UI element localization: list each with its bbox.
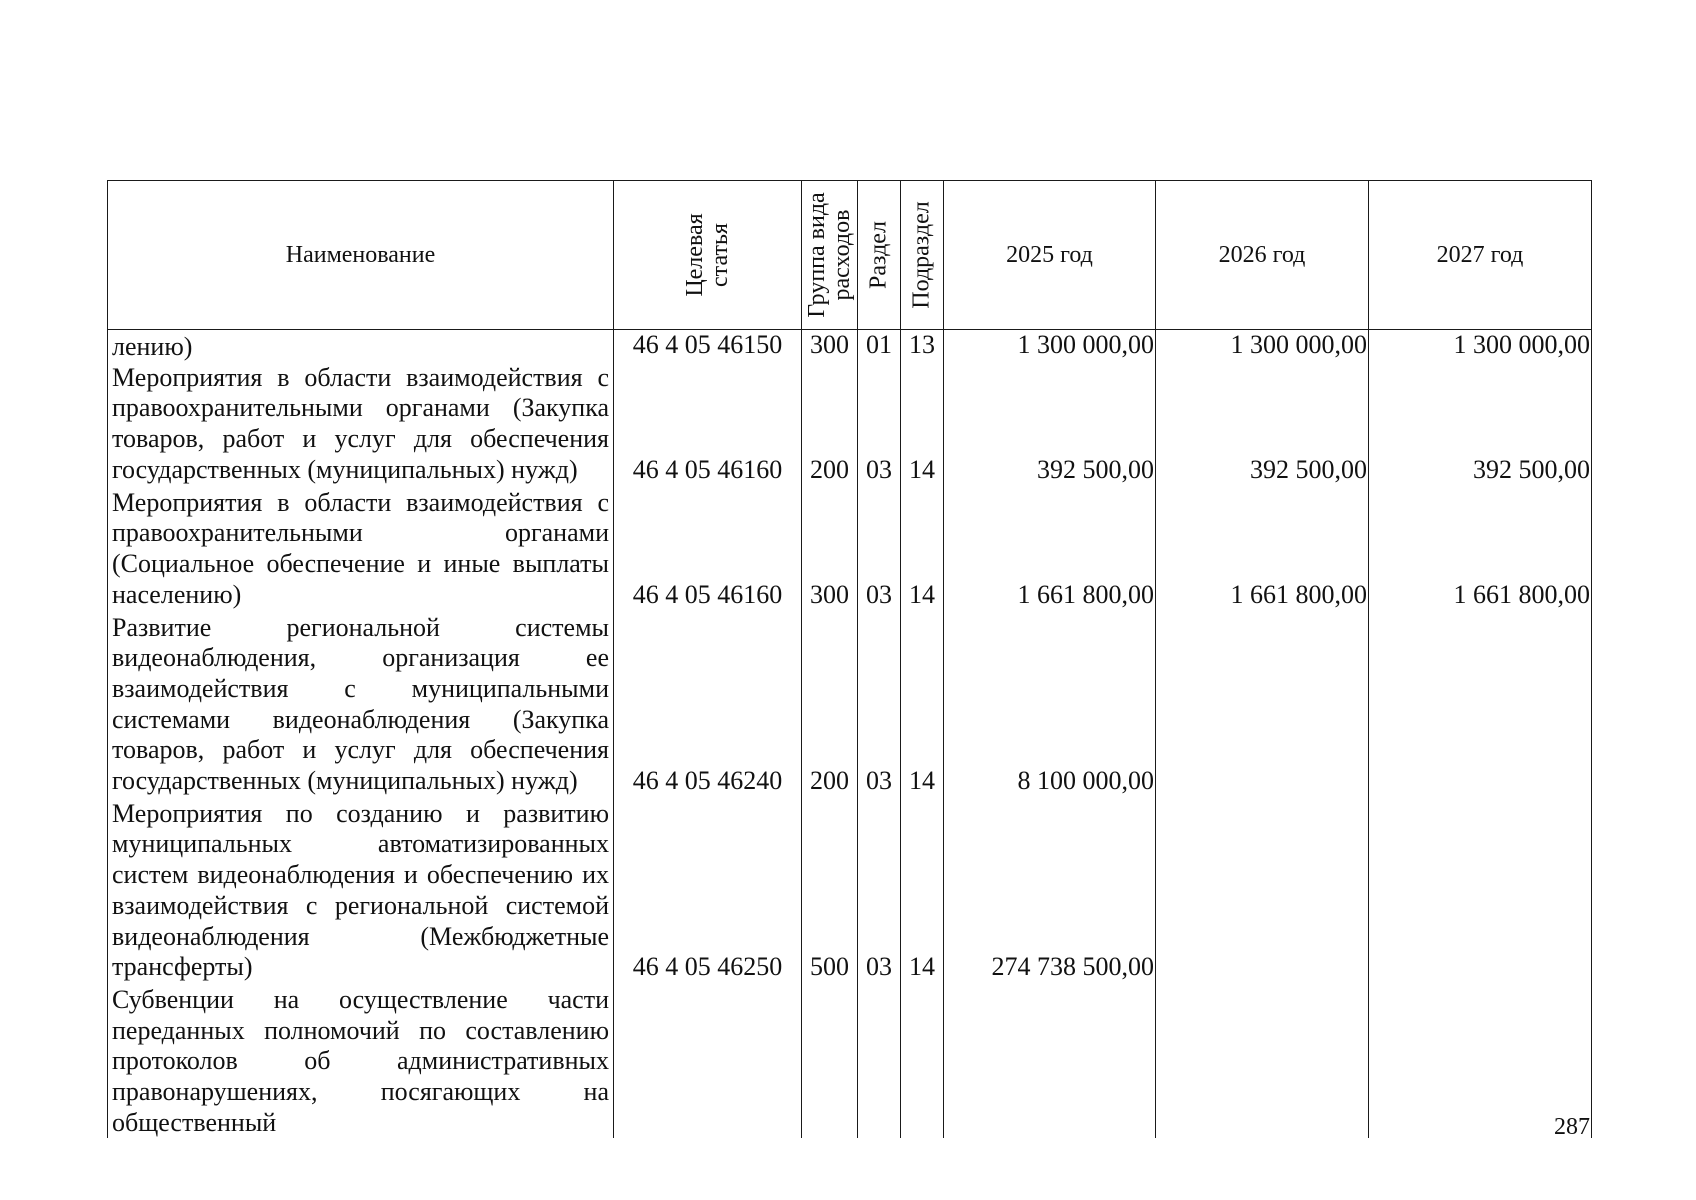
row-name: Мероприятия по созданию и развитию муниципальных автоматизированных систем видеонаблюдения и обеспечению их взаимодействия с региональной системой видеонаблюдения (Межбюджетные трансферты): [108, 797, 614, 983]
row-article: 46 4 05 46160: [614, 363, 802, 486]
row-subsection: 14: [901, 363, 944, 486]
row-group: [802, 983, 858, 1139]
table-row: [108, 486, 1592, 611]
row-2027: 392 500,00: [1369, 363, 1592, 486]
row-section: 03: [858, 797, 901, 983]
row-2025: [944, 983, 1156, 1139]
row-2027: [1369, 611, 1592, 797]
row-2025: 1 661 800,00: [944, 486, 1156, 611]
row-2026: [1156, 611, 1369, 797]
row-2026: [1156, 983, 1369, 1139]
header-2025: 2025 год: [944, 181, 1156, 330]
row-group: 200: [802, 611, 858, 797]
row-article: [614, 983, 802, 1139]
row-2027: 1 300 000,00: [1369, 330, 1592, 363]
table-row: [108, 797, 1592, 983]
row-name: лению): [108, 330, 614, 363]
row-group: 500: [802, 797, 858, 983]
row-2026: 392 500,00: [1156, 363, 1369, 486]
row-2025: 1 300 000,00: [944, 330, 1156, 363]
row-2025: 392 500,00: [944, 363, 1156, 486]
row-2026: [1156, 797, 1369, 983]
table-row: [108, 983, 1592, 1139]
header-subsection: Подраздел: [901, 181, 944, 330]
row-article: 46 4 05 46150: [614, 330, 802, 363]
page-number: 287: [1554, 1114, 1590, 1140]
row-section: 01: [858, 330, 901, 363]
row-article: 46 4 05 46240: [614, 611, 802, 797]
row-section: 03: [858, 486, 901, 611]
header-section: Раздел: [858, 181, 901, 330]
budget-table: [107, 180, 1592, 1138]
row-subsection: 14: [901, 486, 944, 611]
row-2025: 8 100 000,00: [944, 611, 1156, 797]
row-article: 46 4 05 46250: [614, 797, 802, 983]
row-section: [858, 983, 901, 1139]
table-row: [108, 363, 1592, 486]
row-article: 46 4 05 46160: [614, 486, 802, 611]
row-2026: 1 300 000,00: [1156, 330, 1369, 363]
row-group: 200: [802, 363, 858, 486]
table-row: [108, 330, 1592, 363]
row-name: Мероприятия в области взаимодействия с правоохранительными органами (Закупка товаров, работ и услуг для обеспечения государственных (муниципальных) нужд): [108, 363, 614, 486]
row-name: Развитие региональной системы видеонаблюдения, организация ее взаимодействия с муниципальными системами видеонаблюдения (Закупка товаров, работ и услуг для обеспечения государственных (муниципальных) нужд): [108, 611, 614, 797]
row-name: Субвенции на осуществление части переданных полномочий по составлению протоколов об административных правонарушениях, посягающих на общественный: [108, 983, 614, 1139]
header-2026: 2026 год: [1156, 181, 1369, 330]
row-2027: [1369, 797, 1592, 983]
table-header: [108, 181, 1592, 330]
header-2027: 2027 год: [1369, 181, 1592, 330]
row-2027: 1 661 800,00: [1369, 486, 1592, 611]
row-subsection: 14: [901, 611, 944, 797]
row-subsection: [901, 983, 944, 1139]
header-expense-group: Группа вида расходов: [802, 181, 858, 330]
row-2025: 274 738 500,00: [944, 797, 1156, 983]
table-row: [108, 611, 1592, 797]
row-name: Мероприятия в области взаимодействия с правоохранительными органами (Социальное обеспечение и иные выплаты населению): [108, 486, 614, 611]
row-group: 300: [802, 330, 858, 363]
row-2026: 1 661 800,00: [1156, 486, 1369, 611]
row-section: 03: [858, 611, 901, 797]
row-group: 300: [802, 486, 858, 611]
row-subsection: 14: [901, 797, 944, 983]
header-target-article: Целевая статья: [614, 181, 802, 330]
row-subsection: 13: [901, 330, 944, 363]
header-name: Наименование: [108, 181, 614, 330]
row-section: 03: [858, 363, 901, 486]
